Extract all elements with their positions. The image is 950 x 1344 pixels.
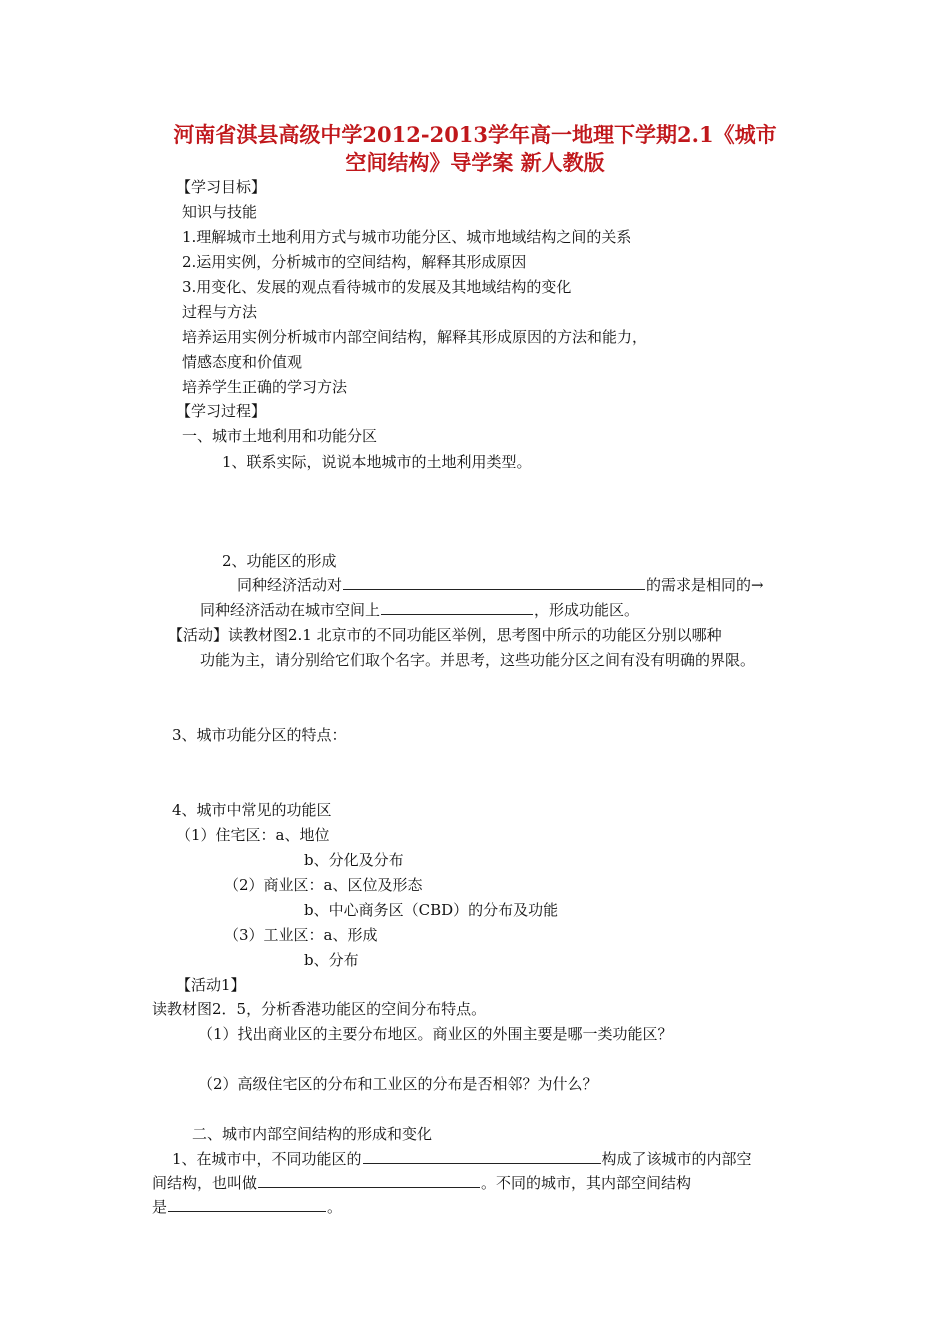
- commercial-zone: （2）商业区：a、区位及形态: [224, 876, 423, 894]
- doc-title-line1: 河南省淇县高级中学2012-2013学年高一地理下学期2.1《城市: [173, 122, 777, 147]
- knowledge-heading: 知识与技能: [182, 203, 258, 221]
- process-text: 培养运用实例分析城市内部空间结构，解释其形成原因的方法和能力，: [182, 328, 648, 346]
- q2b-prefix: 同种经济活动在城市空间上: [200, 601, 381, 619]
- section-1-heading: 一、城市土地利用和功能分区: [182, 427, 378, 445]
- industrial-zone-b: b、分布: [304, 951, 359, 969]
- question-2: 2、功能区的形成: [222, 552, 337, 570]
- s2l1-suffix: 构成了该城市的内部空: [601, 1150, 752, 1168]
- q2a-prefix: 同种经济活动对: [237, 576, 343, 594]
- knowledge-item-1: 1.理解城市土地利用方式与城市功能分区、城市地域结构之间的关系: [182, 228, 632, 246]
- activity-line-2: 功能为主，请分别给它们取个名字。并思考，这些功能分区之间有没有明确的界限。: [200, 651, 756, 669]
- s2l3-prefix: 是: [152, 1198, 168, 1216]
- q2b-suffix: ，形成功能区。: [534, 601, 640, 619]
- knowledge-item-3: 3.用变化、发展的观点看待城市的发展及其地域结构的变化: [182, 278, 572, 296]
- section-2-heading: 二、城市内部空间结构的形成和变化: [192, 1125, 433, 1143]
- industrial-zone: （3）工业区：a、形成: [224, 926, 378, 944]
- goals-header: 【学习目标】: [176, 178, 267, 196]
- residential-zone-b: b、分化及分布: [304, 851, 404, 869]
- s2l2-suffix: 。不同的城市，其内部空间结构: [481, 1174, 692, 1192]
- s2l2-prefix: 间结构，也叫做: [152, 1174, 258, 1192]
- question-1: 1、联系实际，说说本地城市的土地利用类型。: [222, 453, 532, 471]
- process-header: 【学习过程】: [176, 402, 267, 420]
- activity-1-text: 读教材图2．5，分析香港功能区的空间分布特点。: [152, 1000, 487, 1018]
- emotion-text: 培养学生正确的学习方法: [182, 378, 348, 396]
- s2l3-suffix: 。: [327, 1198, 343, 1216]
- section-2-line-1: [172, 1149, 752, 1169]
- activity-1-header: 【活动1】: [176, 976, 246, 994]
- fill-blank[interactable]: [343, 575, 645, 590]
- activity-1-question-2: （2）高级住宅区的分布和工业区的分布是否相邻？为什么？: [198, 1075, 598, 1093]
- commercial-zone-b: b、中心商务区（CBD）的分布及功能: [304, 901, 559, 919]
- doc-title-line2: 空间结构》导学案 新人教版: [345, 150, 605, 175]
- knowledge-item-2: 2.运用实例，分析城市的空间结构，解释其形成原因: [182, 253, 527, 271]
- s2l1-prefix: 1、在城市中，不同功能区的: [172, 1150, 362, 1168]
- question-4: 4、城市中常见的功能区: [172, 801, 332, 819]
- fill-blank[interactable]: [363, 1149, 601, 1164]
- question-2-line-a: [237, 575, 764, 595]
- activity-1-question-1: （1）找出商业区的主要分布地区。商业区的外围主要是哪一类功能区？: [198, 1025, 673, 1043]
- emotion-heading: 情感态度和价值观: [182, 353, 303, 371]
- section-2-line-3: [152, 1197, 342, 1217]
- fill-blank[interactable]: [258, 1173, 480, 1188]
- q2a-suffix: 的需求是相同的→: [646, 576, 764, 594]
- section-2-line-2: [152, 1173, 691, 1193]
- activity-line-1: 【活动】读教材图2.1 北京市的不同功能区举例，思考图中所示的功能区分别以哪种: [168, 626, 722, 644]
- question-2-line-b: [200, 600, 639, 620]
- process-heading: 过程与方法: [182, 303, 258, 321]
- residential-zone: （1）住宅区：a、地位: [176, 826, 330, 844]
- fill-blank[interactable]: [381, 600, 533, 615]
- question-3: 3、城市功能分区的特点：: [172, 726, 347, 744]
- fill-blank[interactable]: [168, 1197, 326, 1212]
